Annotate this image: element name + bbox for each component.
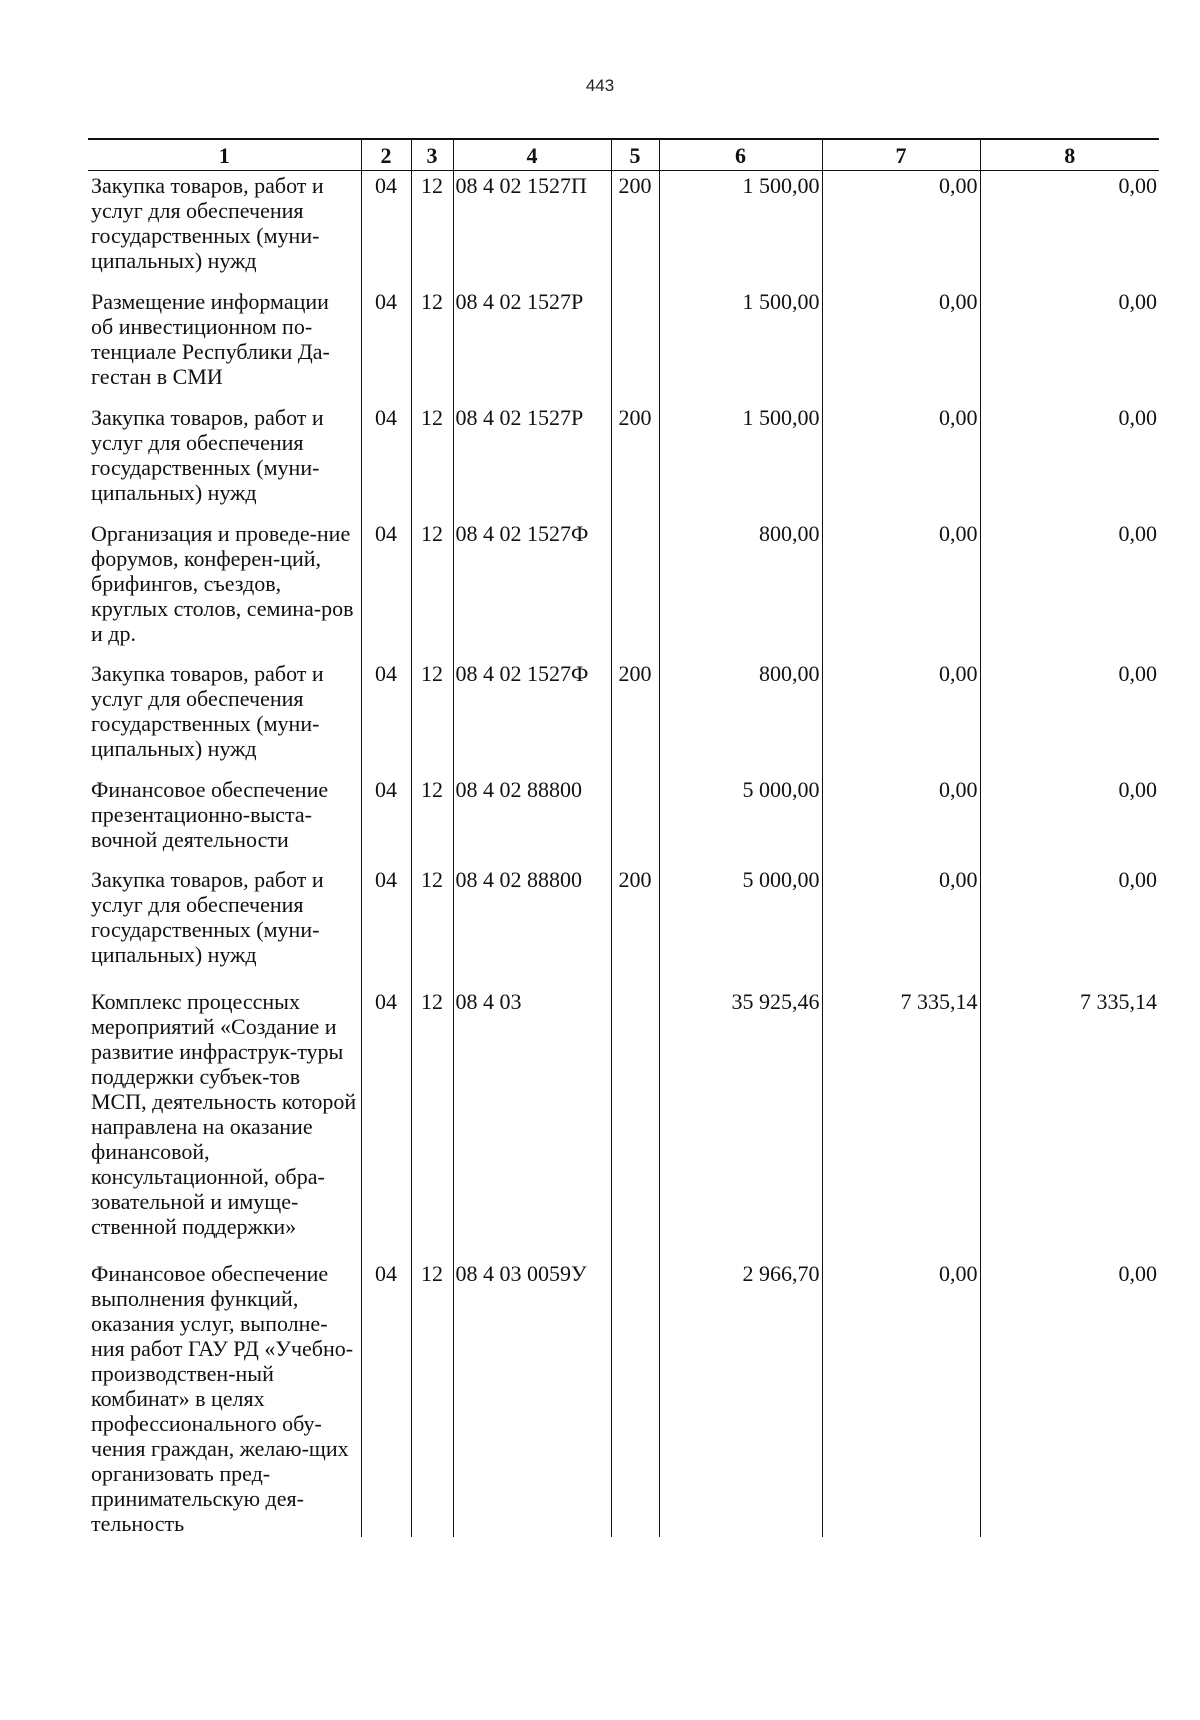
budget-table xyxy=(88,138,1159,1537)
target-article-code: 08 4 02 1527Р xyxy=(453,287,611,403)
item-name: Финансовое обеспечение презентационно-выста-вочной деятельности xyxy=(88,775,361,865)
item-name: Закупка товаров, работ и услуг для обеспечения государственных (муни-ципальных) нужд xyxy=(88,865,361,987)
subsection-code: 12 xyxy=(411,403,453,519)
section-code: 04 xyxy=(361,865,411,987)
expense-type-code: 200 xyxy=(611,659,659,775)
item-name: Закупка товаров, работ и услуг для обеспечения государственных (муни-ципальных) нужд xyxy=(88,171,361,287)
section-code: 04 xyxy=(361,171,411,287)
amount-col7: 0,00 xyxy=(822,659,980,775)
section-code: 04 xyxy=(361,287,411,403)
amount-col8: 0,00 xyxy=(980,519,1159,659)
item-name: Размещение информации об инвестиционном по-тенциале Республики Да-гестан в СМИ xyxy=(88,287,361,403)
column-header: 3 xyxy=(411,139,453,171)
header-row xyxy=(88,139,1159,171)
item-name: Закупка товаров, работ и услуг для обеспечения государственных (муни-ципальных) нужд xyxy=(88,659,361,775)
amount-col6: 1 500,00 xyxy=(659,403,822,519)
amount-col7: 0,00 xyxy=(822,519,980,659)
amount-col7: 0,00 xyxy=(822,1259,980,1537)
amount-col6: 5 000,00 xyxy=(659,775,822,865)
table-row xyxy=(88,987,1159,1259)
item-name: Закупка товаров, работ и услуг для обеспечения государственных (муни-ципальных) нужд xyxy=(88,403,361,519)
amount-col7: 0,00 xyxy=(822,171,980,287)
target-article-code: 08 4 03 0059У xyxy=(453,1259,611,1537)
amount-col7: 0,00 xyxy=(822,287,980,403)
subsection-code: 12 xyxy=(411,1259,453,1537)
amount-col8: 0,00 xyxy=(980,287,1159,403)
column-header: 2 xyxy=(361,139,411,171)
amount-col8: 0,00 xyxy=(980,775,1159,865)
amount-col6: 800,00 xyxy=(659,519,822,659)
amount-col6: 800,00 xyxy=(659,659,822,775)
item-name: Комплекс процессных мероприятий «Создание и развитие инфраструк-туры поддержки субъек-тов МСП, деятельность которой направлена на оказание финансовой, консультационной, обра-зовательной и имуще-ственной поддержки» xyxy=(88,987,361,1259)
table-row xyxy=(88,171,1159,287)
column-header: 5 xyxy=(611,139,659,171)
amount-col8: 0,00 xyxy=(980,171,1159,287)
amount-col8: 0,00 xyxy=(980,403,1159,519)
section-code: 04 xyxy=(361,987,411,1259)
section-code: 04 xyxy=(361,775,411,865)
section-code: 04 xyxy=(361,659,411,775)
column-header: 4 xyxy=(453,139,611,171)
subsection-code: 12 xyxy=(411,775,453,865)
table-row xyxy=(88,519,1159,659)
item-name: Финансовое обеспечение выполнения функций, оказания услуг, выполне-ния работ ГАУ РД «Учебно-производствен-ный комбинат» в целях профессионального обу-чения граждан, желаю-щих организовать пред-принимательскую дея-тельность xyxy=(88,1259,361,1537)
section-code: 04 xyxy=(361,519,411,659)
expense-type-code xyxy=(611,1259,659,1537)
amount-col8: 0,00 xyxy=(980,1259,1159,1537)
expense-type-code xyxy=(611,519,659,659)
subsection-code: 12 xyxy=(411,171,453,287)
subsection-code: 12 xyxy=(411,865,453,987)
page-number: 443 xyxy=(585,76,615,95)
subsection-code: 12 xyxy=(411,987,453,1259)
table-row xyxy=(88,1259,1159,1537)
target-article-code: 08 4 02 1527Ф xyxy=(453,519,611,659)
amount-col6: 35 925,46 xyxy=(659,987,822,1259)
amount-col7: 0,00 xyxy=(822,775,980,865)
expense-type-code xyxy=(611,287,659,403)
amount-col7: 0,00 xyxy=(822,865,980,987)
amount-col7: 0,00 xyxy=(822,403,980,519)
amount-col8: 7 335,14 xyxy=(980,987,1159,1259)
target-article-code: 08 4 02 88800 xyxy=(453,775,611,865)
section-code: 04 xyxy=(361,1259,411,1537)
target-article-code: 08 4 02 88800 xyxy=(453,865,611,987)
column-header: 7 xyxy=(822,139,980,171)
expense-type-code: 200 xyxy=(611,171,659,287)
expense-type-code: 200 xyxy=(611,865,659,987)
amount-col8: 0,00 xyxy=(980,659,1159,775)
subsection-code: 12 xyxy=(411,287,453,403)
section-code: 04 xyxy=(361,403,411,519)
table-row xyxy=(88,775,1159,865)
amount-col6: 5 000,00 xyxy=(659,865,822,987)
table-row xyxy=(88,287,1159,403)
column-header: 8 xyxy=(980,139,1159,171)
table-row xyxy=(88,403,1159,519)
target-article-code: 08 4 02 1527П xyxy=(453,171,611,287)
expense-type-code: 200 xyxy=(611,403,659,519)
item-name: Организация и проведе-ние форумов, конферен-ций, брифингов, съездов, круглых столов, семина-ров и др. xyxy=(88,519,361,659)
table-row xyxy=(88,659,1159,775)
subsection-code: 12 xyxy=(411,659,453,775)
amount-col7: 7 335,14 xyxy=(822,987,980,1259)
expense-type-code xyxy=(611,987,659,1259)
table-row xyxy=(88,865,1159,987)
target-article-code: 08 4 02 1527Ф xyxy=(453,659,611,775)
amount-col6: 1 500,00 xyxy=(659,171,822,287)
amount-col6: 1 500,00 xyxy=(659,287,822,403)
column-header: 1 xyxy=(88,139,361,171)
target-article-code: 08 4 03 xyxy=(453,987,611,1259)
expense-type-code xyxy=(611,775,659,865)
column-header: 6 xyxy=(659,139,822,171)
amount-col8: 0,00 xyxy=(980,865,1159,987)
amount-col6: 2 966,70 xyxy=(659,1259,822,1537)
target-article-code: 08 4 02 1527Р xyxy=(453,403,611,519)
subsection-code: 12 xyxy=(411,519,453,659)
